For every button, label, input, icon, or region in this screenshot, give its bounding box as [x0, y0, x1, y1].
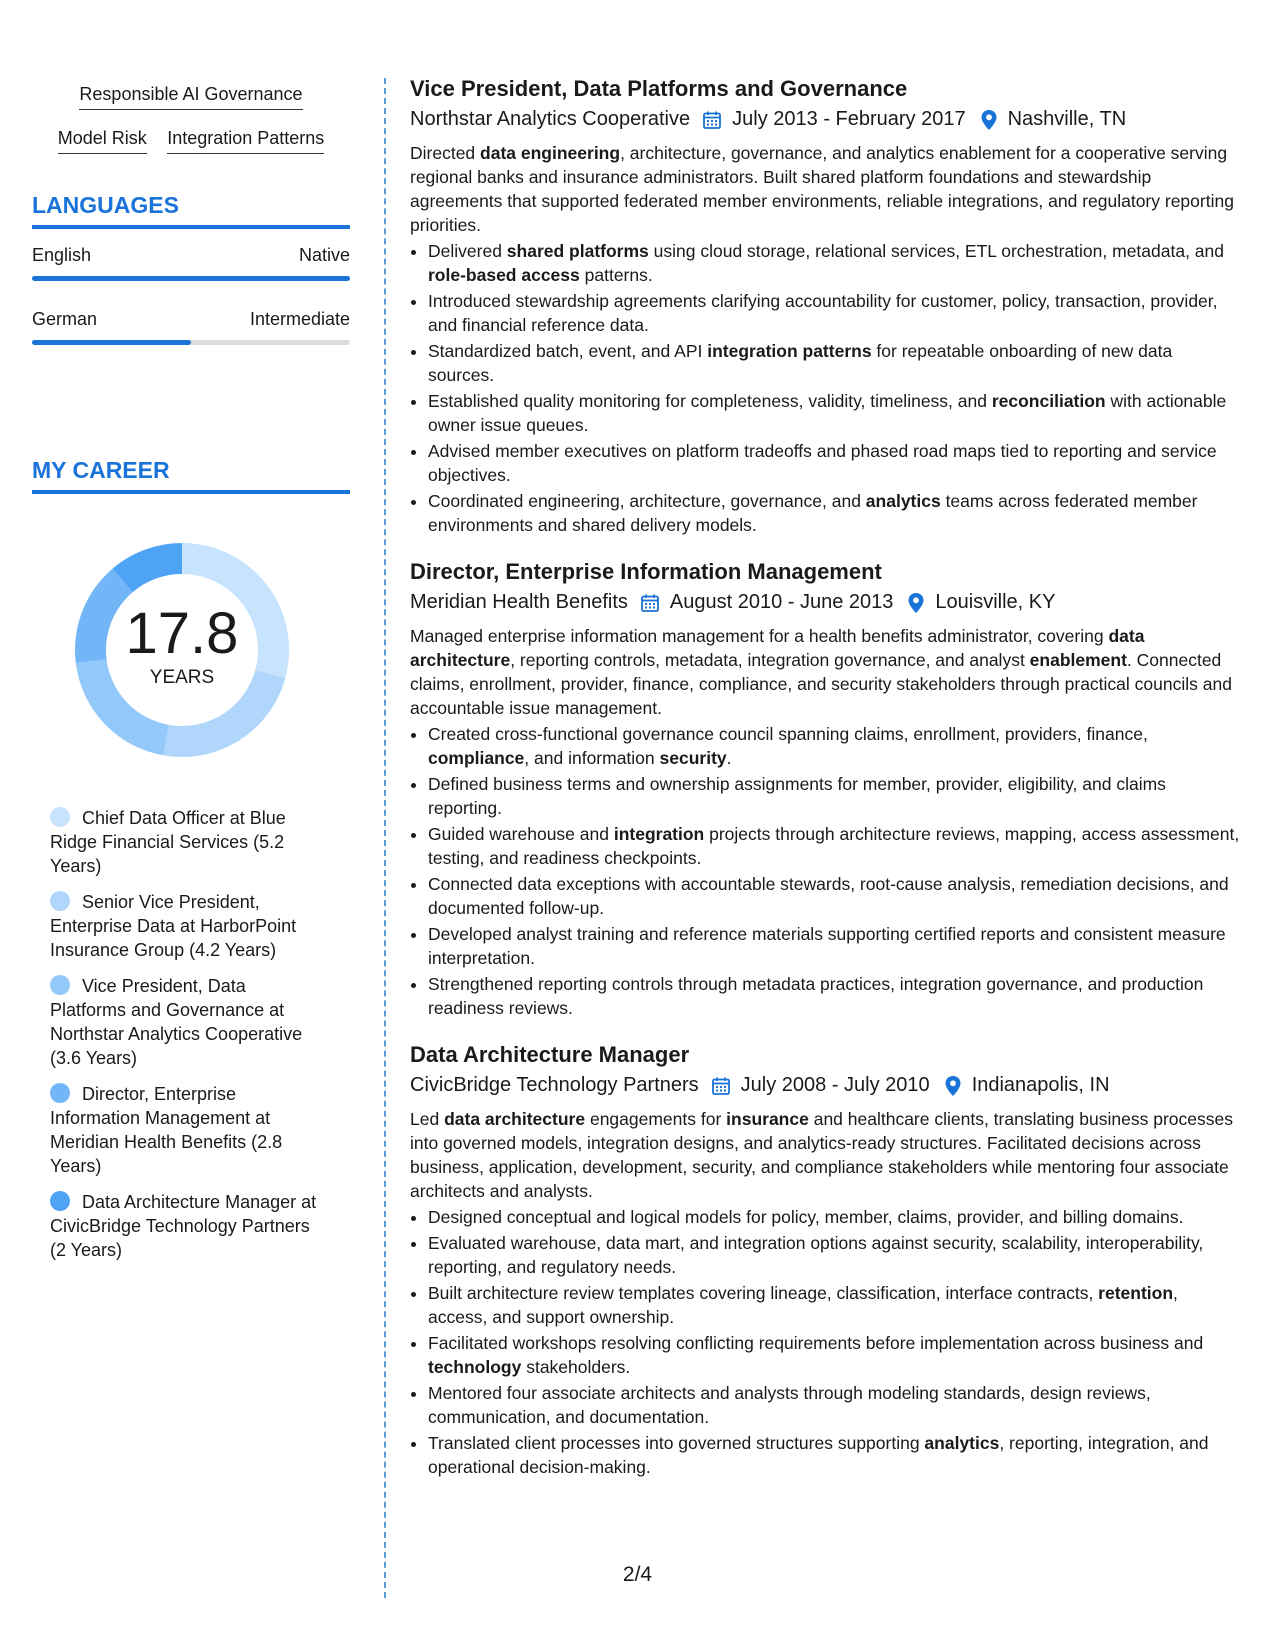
bold-text: data architecture: [444, 1109, 586, 1129]
text-segment: Evaluated warehouse, data mart, and integration options against security, scalability, interoperability, reporting, and regulatory needs.: [428, 1233, 1204, 1277]
skill-tags: [32, 80, 350, 154]
bullet-item: [428, 1381, 1242, 1429]
skill-tag: Integration Patterns: [167, 124, 324, 154]
language-proficiency-fill: [32, 340, 191, 345]
job-dates: July 2013 - February 2017: [732, 108, 966, 130]
text-segment: and healthcare clients, translating business processes into governed models, integration designs, and analytics-ready structures. Facilitated decisions across business, application, development, security, and compliance stakeholders while mentoring four associate architects and analysts.: [410, 1109, 1233, 1201]
language-level: Intermediate: [249, 309, 350, 329]
text-segment: using cloud storage, relational services, ETL orchestration, metadata, and: [648, 241, 1224, 261]
job-entry: [410, 76, 1242, 537]
text-segment: . Connected claims, enrollment, provider, finance, compliance, and security stakeholders through practical councils and accountable issue management.: [410, 650, 1232, 718]
total-years-unit: YEARS: [149, 667, 215, 688]
tag-row: [32, 80, 350, 110]
company-name: Northstar Analytics Cooperative: [410, 108, 691, 130]
text-segment: teams across federated member environments and shared delivery models.: [428, 491, 1198, 535]
legend-label: Vice President, Data Platforms and Governance at Northstar Analytics Cooperative (3.6 Years): [50, 976, 303, 1068]
calendar-icon: [640, 593, 660, 613]
text-segment: Introduced stewardship agreements clarifying accountability for customer, policy, transaction, provider, and financial reference data.: [428, 291, 1218, 335]
text-segment: Advised member executives on platform tradeoffs and phased road maps tied to reporting and service objectives.: [428, 441, 1217, 485]
company-name: Meridian Health Benefits: [410, 591, 628, 613]
job-summary: [410, 1107, 1242, 1203]
bullet-item: [428, 972, 1242, 1020]
bullet-item: [428, 1205, 1242, 1229]
text-segment: Facilitated workshops resolving conflicting requirements before implementation across business and: [428, 1333, 1204, 1353]
career-donut-chart: [62, 530, 302, 770]
legend-dot: [50, 1083, 70, 1103]
tag-row: [32, 124, 350, 154]
legend-dot: [50, 807, 70, 827]
job-bullets: [410, 239, 1242, 537]
job-meta: [410, 591, 1242, 614]
career-legend-item: [50, 890, 320, 962]
job-bullets: [410, 1205, 1242, 1479]
legend-dot: [50, 975, 70, 995]
text-segment: Standardized batch, event, and API: [428, 341, 708, 361]
text-segment: Connected data exceptions with accountable stewards, root-cause analysis, remediation decisions, and documented follow-up.: [428, 874, 1229, 918]
job-meta: [410, 108, 1242, 131]
bold-text: analytics: [924, 1433, 1000, 1453]
bullet-item: [428, 922, 1242, 970]
text-segment: Developed analyst training and reference materials supporting certified reports and consistent measure interpretation.: [428, 924, 1226, 968]
total-years: 17.8: [125, 601, 239, 666]
text-segment: Guided warehouse and: [428, 824, 614, 844]
text-segment: Translated client processes into governed structures supporting: [428, 1433, 925, 1453]
job-location: Nashville, TN: [1007, 108, 1127, 130]
text-segment: patterns.: [579, 265, 653, 285]
job-dates: July 2008 - July 2010: [740, 1074, 930, 1096]
bold-text: enablement: [1029, 650, 1127, 670]
legend-label: Senior Vice President, Enterprise Data at HarborPoint Insurance Group (4.2 Years): [50, 892, 297, 960]
job-meta: [410, 1074, 1242, 1097]
job-title: Director, Enterprise Information Management: [410, 559, 882, 584]
job-bullets: [410, 722, 1242, 1020]
language-proficiency-bar: [32, 276, 350, 281]
text-segment: stakeholders.: [521, 1357, 631, 1377]
text-segment: Led: [410, 1109, 445, 1129]
bullet-item: [428, 772, 1242, 820]
job-title: Vice President, Data Platforms and Governance: [410, 76, 908, 101]
job-entry: [410, 559, 1242, 1020]
bullet-item: [428, 1281, 1242, 1329]
text-segment: Established quality monitoring for completeness, validity, timeliness, and: [428, 391, 992, 411]
language-item: [32, 309, 350, 345]
skill-tag: Model Risk: [58, 124, 147, 154]
text-segment: for repeatable onboarding of new data sources.: [428, 341, 1173, 385]
career-legend-item: [50, 1190, 320, 1262]
page-number: 2/4: [622, 1563, 653, 1586]
location-pin-icon: [944, 1075, 962, 1097]
bold-text: data engineering: [480, 143, 621, 163]
bold-text: integration patterns: [707, 341, 872, 361]
language-proficiency-bar: [32, 340, 350, 345]
bold-text: security: [659, 748, 727, 768]
legend-label: Data Architecture Manager at CivicBridge Technology Partners (2 Years): [50, 1192, 317, 1260]
bullet-item: [428, 339, 1242, 387]
text-segment: Built architecture review templates covering lineage, classification, interface contracts,: [428, 1283, 1099, 1303]
bold-text: shared platforms: [506, 241, 649, 261]
career-legend: [50, 806, 320, 1262]
calendar-icon: [702, 110, 722, 130]
skill-tag: Responsible AI Governance: [79, 80, 302, 110]
donut-center: [62, 530, 302, 770]
career-heading: MY CAREER: [32, 457, 350, 494]
text-segment: with actionable owner issue queues.: [428, 391, 1227, 435]
text-segment: , architecture, governance, and analytics enablement for a cooperative serving regional banks and insurance administrators. Built shared platform foundations and stewardship agreements that supported federated member environments, reliable integrations, and regulatory reporting priorities.: [410, 143, 1234, 235]
bold-text: analytics: [865, 491, 941, 511]
bold-text: insurance: [726, 1109, 809, 1129]
location-pin-icon: [907, 592, 925, 614]
text-segment: , access, and support ownership.: [428, 1283, 1178, 1327]
job-entry: [410, 1042, 1242, 1479]
text-segment: Delivered: [428, 241, 507, 261]
language-name: English: [32, 245, 92, 265]
job-summary: [410, 141, 1242, 237]
bullet-item: [428, 722, 1242, 770]
bullet-item: [428, 1231, 1242, 1279]
text-segment: projects through architecture reviews, mapping, access assessment, testing, and readiness checkpoints.: [428, 824, 1240, 868]
bold-text: role-based access: [428, 265, 580, 285]
bullet-item: [428, 872, 1242, 920]
text-segment: , reporting controls, metadata, integration governance, and analyst: [510, 650, 1030, 670]
text-segment: , and information: [524, 748, 660, 768]
company-name: CivicBridge Technology Partners: [410, 1074, 699, 1096]
calendar-icon: [711, 1076, 731, 1096]
bullet-item: [428, 389, 1242, 437]
column-divider: [384, 78, 386, 1598]
language-item: [32, 245, 350, 281]
career-legend-item: [50, 806, 320, 878]
sidebar: [32, 80, 350, 1274]
job-location: Louisville, KY: [935, 591, 1056, 613]
legend-dot: [50, 1191, 70, 1211]
career-legend-item: [50, 1082, 320, 1178]
bullet-item: [428, 822, 1242, 870]
experience-section: [410, 76, 1242, 1501]
text-segment: Strengthened reporting controls through metadata practices, integration governance, and production readiness reviews.: [428, 974, 1204, 1018]
bold-text: integration: [613, 824, 705, 844]
job-location: Indianapolis, IN: [971, 1074, 1110, 1096]
text-segment: Mentored four associate architects and analysts through modeling standards, design reviews, communication, and documentation.: [428, 1383, 1151, 1427]
bullet-item: [428, 1331, 1242, 1379]
bold-text: compliance: [428, 748, 525, 768]
text-segment: Defined business terms and ownership assignments for member, provider, eligibility, and claims reporting.: [428, 774, 1166, 818]
text-segment: .: [726, 748, 732, 768]
bullet-item: [428, 439, 1242, 487]
legend-label: Director, Enterprise Information Management at Meridian Health Benefits (2.8 Years): [50, 1084, 283, 1176]
text-segment: engagements for: [585, 1109, 727, 1129]
bullet-item: [428, 289, 1242, 337]
text-segment: Coordinated engineering, architecture, governance, and: [428, 491, 866, 511]
language-name: German: [32, 309, 98, 329]
language-level: Native: [298, 245, 350, 265]
text-segment: Directed: [410, 143, 481, 163]
languages-list: [32, 245, 350, 345]
text-segment: Designed conceptual and logical models for policy, member, claims, provider, and billing domains.: [428, 1207, 1184, 1227]
bold-text: data architecture: [410, 626, 1145, 670]
text-segment: , reporting, integration, and operational decision-making.: [428, 1433, 1209, 1477]
bold-text: reconciliation: [991, 391, 1106, 411]
legend-dot: [50, 891, 70, 911]
language-proficiency-fill: [32, 276, 350, 281]
job-title: Data Architecture Manager: [410, 1042, 690, 1067]
bullet-item: [428, 1431, 1242, 1479]
bold-text: retention: [1098, 1283, 1174, 1303]
legend-label: Chief Data Officer at Blue Ridge Financial Services (5.2 Years): [50, 808, 286, 876]
text-segment: Managed enterprise information management for a health benefits administrator, covering: [410, 626, 1109, 646]
bold-text: technology: [428, 1357, 522, 1377]
location-pin-icon: [980, 109, 998, 131]
bullet-item: [428, 239, 1242, 287]
bullet-item: [428, 489, 1242, 537]
job-dates: August 2010 - June 2013: [669, 591, 894, 613]
career-legend-item: [50, 974, 320, 1070]
job-summary: [410, 624, 1242, 720]
languages-heading: LANGUAGES: [32, 192, 350, 229]
text-segment: Created cross-functional governance council spanning claims, enrollment, providers, finance,: [428, 724, 1148, 744]
